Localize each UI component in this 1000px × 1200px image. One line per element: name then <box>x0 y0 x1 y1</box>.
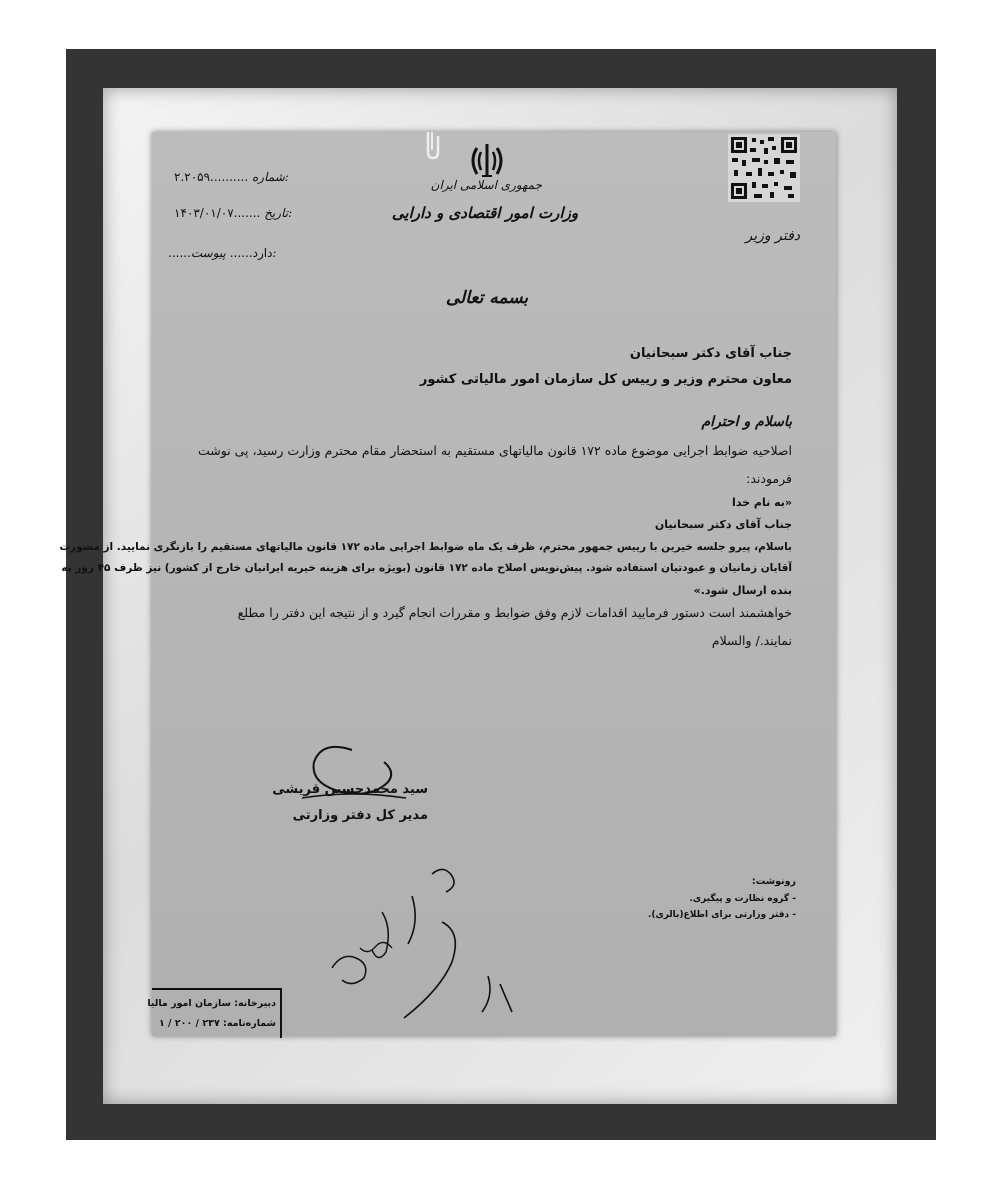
ministry-name: وزارت امور اقتصادی و دارایی <box>391 204 579 222</box>
paper-clip-icon <box>422 132 442 160</box>
date-label: تاریخ: <box>264 206 293 220</box>
iran-emblem-icon <box>465 142 509 180</box>
body-line-1: اصلاحیه ضوابط اجرایی موضوع ماده ۱۷۲ قانون مالیاتهای مستقیم به استحضار مقام محترم وزارت رسید، پی نوشت <box>197 443 792 458</box>
republic-name: جمهوری اسلامی ایران <box>430 178 542 192</box>
signature-scribble <box>292 732 412 812</box>
attachment-label: پیوست: <box>190 246 277 260</box>
number-value: ۲.۲۰۵۹.......... <box>174 170 249 184</box>
attachment-value: ......دارد...... <box>168 246 273 260</box>
greeting: باسلام و احترام <box>701 414 792 430</box>
number-row <box>174 170 289 184</box>
handwritten-note <box>312 852 532 1032</box>
office-label: دفتر وزیر <box>745 228 800 244</box>
stamp-line-1: دبیرخانه: سازمان امور مالیا <box>147 998 276 1009</box>
letter-paper <box>59 132 836 1036</box>
recipient-title: معاون محترم وزیر و رییس کل سازمان امور مالیاتی کشور <box>419 372 792 387</box>
secretariat-stamp <box>147 988 282 1038</box>
quote-line-1: باسلام، پیرو جلسه خیرین با رییس جمهور محترم، ظرف یک ماه ضوابط اجرایی ماده ۱۷۲ قانون مالیاتهای مستقیم را بازنگری نمایید. از مشورت <box>59 541 792 553</box>
qr-code-icon <box>728 134 800 202</box>
quote-open: «به نام خدا <box>732 496 792 509</box>
signatory-position: مدیر کل دفتر وزارتی <box>292 808 428 823</box>
request-line-1: خواهشمند است دستور فرمایید اقدامات لازم وفق ضوابط و مقررات انجام گیرد و از نتیجه این دفتر را مطلع <box>237 605 792 620</box>
quote-line-2: آقایان زمانیان و عبودتیان استفاده شود. پیش‌نویس اصلاح ماده ۱۷۲ قانون (بویژه برای هزینه خیریه ایرانیان خارج از کشور) نیز ظرف ۴۵ روز به <box>61 562 792 574</box>
attachment-row <box>168 246 276 260</box>
recipient-name: جناب آقای دکتر سبحانیان <box>629 346 792 361</box>
request-line-2: نمایند./ والسلام <box>711 633 792 648</box>
cc-item-2: - دفتر وزارتی برای اطلاع(بالری). <box>647 910 796 920</box>
quote-recipient: جناب آقای دکتر سبحانیان <box>654 518 792 531</box>
date-row <box>174 206 292 220</box>
number-label: شماره: <box>252 170 289 184</box>
basmala: بسمه تعالی <box>445 288 529 308</box>
date-value: ۱۴۰۳/۰۱/۰۷....... <box>174 206 261 220</box>
quote-line-3: بنده ارسال شود.» <box>693 584 792 597</box>
signatory-name: سید محمدحسین قریشی <box>272 782 428 797</box>
cc-item-1: - گروه نظارت و پیگیری. <box>689 894 796 904</box>
cc-heading: رونوشت: <box>751 876 796 887</box>
body-line-2: فرمودند: <box>746 471 792 486</box>
stamp-line-2: شماره‌نامه: ۲۳۷ / ۲۰۰ / ۱ <box>158 1018 276 1029</box>
